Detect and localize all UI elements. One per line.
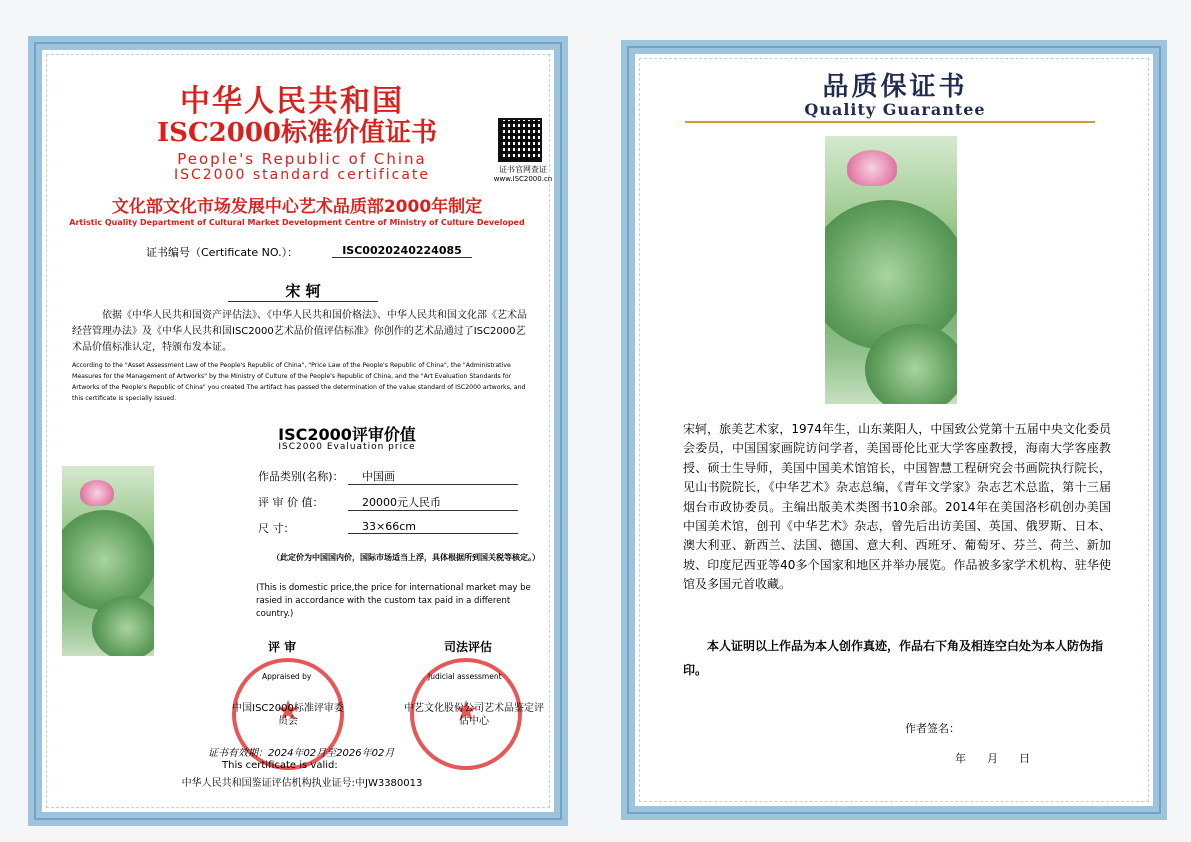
validity-en: This certificate is valid: [222,760,338,771]
license-number: 中华人民共和国鉴证评估机构执业证号:中JW3380013 [181,778,423,789]
authenticity-statement: 本人证明以上作品为本人创作真迹，作品右下角及相连空白处为本人防伪指印。 [683,639,1104,677]
value-label: 评 审 价 值： [258,496,324,509]
qr-code [498,118,542,162]
qg-title-cn: 品质保证书 [822,72,968,102]
date-line: 年 月 日 [955,752,1030,765]
eval-title-en: ISC2000 Evaluation price [278,442,416,452]
artwork-thumbnail [62,466,154,656]
eval-title: ISC2000评审价值 [278,425,416,444]
appraised-by-en: Appraised by [262,672,312,681]
title-en-1: People's Republic of China [177,150,427,168]
cert-no: ISC0020240224085 [332,244,472,258]
title-isc: ISC2000标准价值证书 [157,118,437,148]
assessment-center: 中艺文化股份公司艺术品鉴定评估中心 [404,703,544,727]
size-label: 尺 寸： [258,522,295,535]
size-value: 33×66cm [348,520,518,534]
judicial-label: 司法评估 [444,640,493,654]
review-label: 评 审 [268,640,297,654]
price-note-en: (This is domestic price,the price for international market may be rasied in accordance with the custom tax paid in a different country.) [256,583,531,619]
judicial-en: Judicial assessment [428,672,502,681]
quality-guarantee [621,40,1167,820]
appraised-value: 20000元人民币 [348,494,518,511]
category-value: 中国画 [348,468,518,485]
isc2000-certificate [28,36,568,826]
artist-biography: 宋轲，旅美艺术家，1974年生，山东莱阳人，中国致公党第十五届中央文化委员会委员，中国国家画院访问学者，美国哥伦比亚大学客座教授，海南大学客座教授、硕士生导师，美国中国美术馆馆长，中国智慧工程研究会书画院执行院长，见山书院院长，《中华艺术》杂志总编，《青年文学家》杂志艺术总监，第十三届烟台市政协委员。主编出版美术类图书10余部。2014年在美国洛杉矶创办美国中国美术馆，创刊《中华艺术》杂志，曾先后出访美国、英国、俄罗斯、日本、澳大利亚、新西兰、法国、德国、意大利、西班牙、葡萄牙、芬兰、荷兰、新加坡、印度尼西亚等40多个国家和地区并举办展览。作品被多家学术机构、驻华使馆及多国元首收藏。 [683,422,1111,592]
signature-label: 作者签名： [905,722,960,735]
title-cn: 中华人民共和国 [180,84,404,119]
basis-paragraph-en: According to the "Asset Assessment Law of the People's Republic of China", "Price Law of the People's Republic of China", the "Administrative Measures for the Management of Artworks" by the Ministry of Culture of the People's Republic of China, and the "Art Evaluation Standards for Artworks of the People's Republic of China" you created The artifact has passed the determination of the value standard of ISC2000 artworks, and this certificate is specially issued. [72,362,526,402]
department-cn: 文化部文化市场发展中心艺术品质部2000年制定 [111,197,483,217]
basis-paragraph-cn: 依据《中华人民共和国资产评估法》、《中华人民共和国价格法》、中华人民共和国文化部《艺术品经营管理办法》及《中华人民共和国ISC2000艺术品价值评估标准》你创作的艺术品通过了ISC2000艺术品价值标准认定，特颁布发本证。 [72,310,527,353]
cert-no-label: 证书编号（Certificate NO.）： [146,246,299,259]
artwork-image [825,136,957,404]
price-note-cn: （此定价为中国国内价，国际市场适当上浮，具体根据所到国关税等核定。） [272,553,540,562]
qr-site: www.ISC2000.cn [493,175,553,183]
title-rule [685,121,1095,123]
department-en: Artistic Quality Department of Cultural Market Development Centre of Ministry of Culture Developed [69,218,525,227]
artist-name: 宋 轲 [228,280,378,302]
review-committee: 中国ISC2000标准评审委员会 [232,703,344,727]
title-en-2: ISC2000 standard certificate [173,167,431,183]
qg-title-en: Quality Guarantee [804,100,986,119]
category-label: 作品类别(名称)： [258,470,344,483]
validity-cn: 证书有效期：2024年02月至2026年02月 [208,748,395,759]
qr-caption: 证书官网查证 [499,165,547,174]
